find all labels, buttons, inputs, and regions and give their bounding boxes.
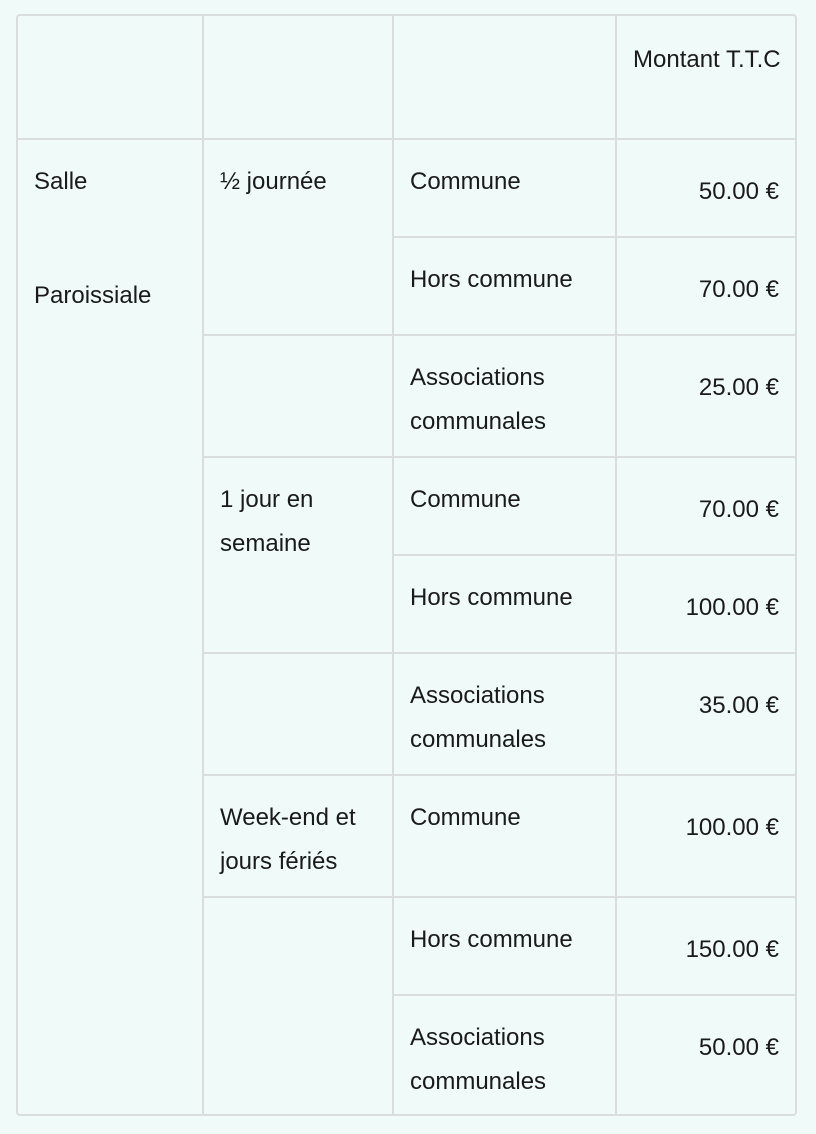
- amount-cell: 150.00 €: [616, 897, 795, 995]
- amount-cell: 50.00 €: [616, 995, 795, 1116]
- amount-cell: 70.00 €: [616, 237, 795, 335]
- amount-cell: 25.00 €: [616, 335, 795, 457]
- category-cell: Commune: [393, 775, 616, 897]
- amount-cell: 100.00 €: [616, 775, 795, 897]
- category-cell: Commune: [393, 457, 616, 555]
- category-cell: Hors commune: [393, 897, 616, 995]
- header-cell-venue: [18, 16, 203, 139]
- venue-name-line2: Paroissiale: [34, 282, 152, 309]
- duration-cell: Week-end et jours fériés: [203, 775, 393, 897]
- category-cell: Associations communales: [393, 995, 616, 1116]
- venue-cell: [18, 139, 203, 1116]
- venue-name-line1: Salle: [34, 168, 88, 195]
- duration-cell-empty: [203, 335, 393, 457]
- price-table: [18, 16, 795, 1116]
- duration-cell: 1 jour en semaine: [203, 457, 393, 653]
- category-cell: Hors commune: [393, 237, 616, 335]
- price-table-container: [16, 14, 797, 1116]
- category-cell: Commune: [393, 139, 616, 237]
- category-cell: Associations communales: [393, 335, 616, 457]
- category-cell: Hors commune: [393, 555, 616, 653]
- category-cell: Associations communales: [393, 653, 616, 775]
- amount-cell: 100.00 €: [616, 555, 795, 653]
- table-row: [18, 139, 795, 237]
- table-header-row: [18, 16, 795, 139]
- header-cell-category: [393, 16, 616, 139]
- duration-cell-empty: [203, 897, 393, 1116]
- amount-cell: 70.00 €: [616, 457, 795, 555]
- header-cell-duration: [203, 16, 393, 139]
- duration-cell-empty: [203, 653, 393, 775]
- duration-cell: ½ journée: [203, 139, 393, 335]
- amount-cell: 50.00 €: [616, 139, 795, 237]
- header-cell-amount: Montant T.T.C: [616, 16, 795, 139]
- amount-cell: 35.00 €: [616, 653, 795, 775]
